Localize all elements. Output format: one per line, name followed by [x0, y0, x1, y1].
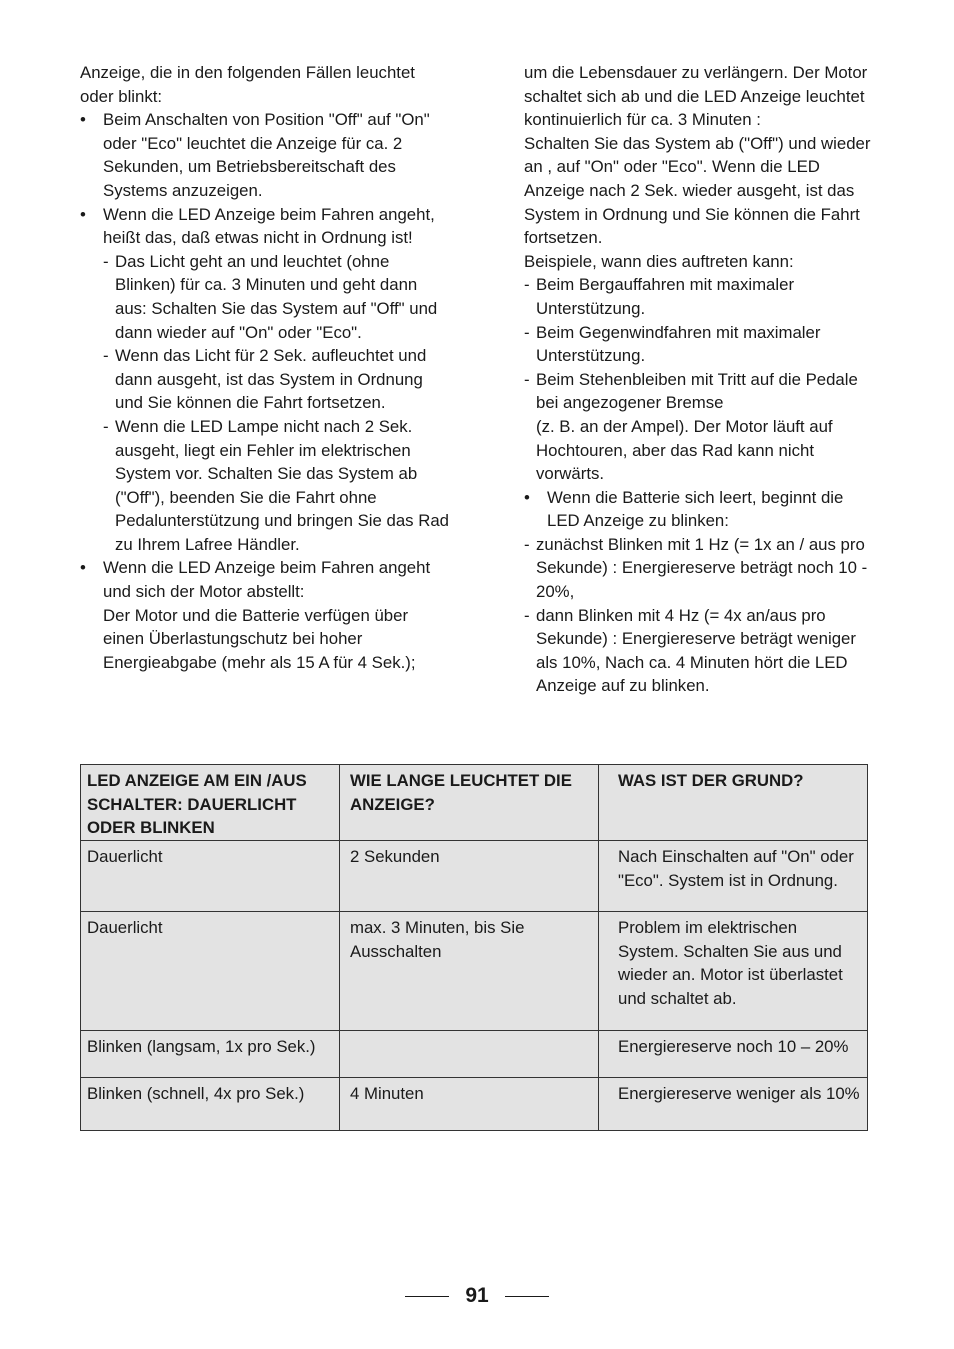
sub-list-item: - Wenn das Licht für 2 Sek. aufleuchtet und dann ausgeht, ist das System in Ordnung und Sie können die Fahrt fortsetzen. — [103, 346, 427, 413]
list-item-continuation: Der Motor und die Batterie verfügen über einen Überlastungschutz bei hoher Energieabgabe (mehr als 15 A für 4 Sek.); — [103, 605, 416, 672]
table-cell: 4 Minuten — [340, 1078, 599, 1131]
led-status-table — [80, 764, 868, 1131]
table-row — [81, 1078, 868, 1131]
intro-text: Anzeige, die in den folgenden Fällen leuchtet oder blinkt: — [80, 63, 415, 106]
table-cell: Dauerlicht — [81, 912, 340, 1031]
paragraph: Schalten Sie das System ab ("Off") und wieder an , auf "On" oder "Eco". Wenn die LED Anzeige nach 2 Sek. wieder ausgeht, ist das System in Ordnung und Sie können die Fahrt fortsetzen. — [524, 133, 871, 248]
sub-list-item: - Wenn die LED Lampe nicht nach 2 Sek. ausgeht, liegt ein Fehler im elektrischen System vor. Schalten Sie das System ab ("Off"), beenden Sie die Fahrt ohne Pedalunterstützung und bringen Sie das Rad zu Ihrem Lafree Händler. — [103, 416, 449, 554]
table-cell: Blinken (schnell, 4x pro Sek.) — [81, 1078, 340, 1131]
table-cell — [340, 1031, 599, 1078]
sub-list-item: - Beim Stehenbleiben mit Tritt auf die Pedale bei angezogener Bremse — [524, 369, 858, 413]
table-row — [81, 1031, 868, 1078]
list-item: • Wenn die LED Anzeige beim Fahren angeht, heißt das, daß etwas nicht in Ordnung ist! — [80, 204, 435, 248]
right-column — [524, 61, 880, 698]
footer-rule — [405, 1296, 449, 1297]
table-cell: 2 Sekunden — [340, 841, 599, 912]
paragraph: um die Lebensdauer zu verlängern. Der Motor schaltet sich ab und die LED Anzeige leuchtet kontinuierlich für ca. 3 Minuten : — [524, 63, 868, 130]
sub-list-item: - Das Licht geht an und leuchtet (ohne Blinken) für ca. 3 Minuten und geht dann aus: Schalten Sie das System auf "Off" und dann wieder auf "On" oder "Eco". — [103, 251, 438, 342]
table-cell: Energiereserve weniger als 10% — [599, 1078, 868, 1131]
column-header: WIE LANGE LEUCHTET DIE ANZEIGE? — [340, 765, 599, 841]
list-item: • Wenn die LED Anzeige beim Fahren angeht und sich der Motor abstellt: — [80, 558, 431, 602]
table-cell: Problem im elektrischen System. Schalten Sie aus und wieder an. Motor ist überlastet und schaltet ab. — [599, 912, 868, 1031]
table-cell: max. 3 Minuten, bis Sie Ausschalten — [340, 912, 599, 1031]
table-cell: Dauerlicht — [81, 841, 340, 912]
footer-rule — [505, 1296, 549, 1297]
paragraph: Beispiele, wann dies auftreten kann: — [524, 251, 794, 271]
sub-list-item: - zunächst Blinken mit 1 Hz (= 1x an / aus pro Sekunde) : Energiereserve beträgt noch 10 - 20%, — [524, 534, 868, 602]
column-header: LED ANZEIGE AM EIN /AUS SCHALTER: DAUERLICHT ODER BLINKEN — [81, 765, 340, 841]
table-row — [81, 912, 868, 1031]
sub-list-item-continuation: (z. B. an der Ampel). Der Motor läuft auf Hochtouren, aber das Rad kann nicht vorwärts. — [536, 416, 833, 484]
table-cell: Blinken (langsam, 1x pro Sek.) — [81, 1031, 340, 1078]
sub-list-item: - Beim Gegenwindfahren mit maximaler Unterstützung. — [524, 322, 821, 366]
table-row — [81, 841, 868, 912]
page-footer — [0, 1284, 954, 1308]
table-cell: Energiereserve noch 10 – 20% — [599, 1031, 868, 1078]
table-header-row — [81, 765, 868, 841]
sub-list-item: - Beim Bergauffahren mit maximaler Unterstützung. — [524, 275, 795, 318]
left-column — [80, 61, 452, 674]
column-header: WAS IST DER GRUND? — [599, 765, 868, 841]
list-item: • Beim Anschalten von Position "Off" auf "On" oder "Eco" leuchtet die Anzeige für ca. 2 Sekunden, um Betriebsbereitschaft des Systems anzuzeigen. — [80, 110, 430, 200]
sub-list-item: - dann Blinken mit 4 Hz (= 4x an/aus pro Sekunde) : Energiereserve beträgt weniger als 10%, Nach ca. 4 Minuten hört die LED Anzeige auf zu blinken. — [524, 605, 856, 696]
page-number: 91 — [465, 1284, 489, 1307]
table-cell: Nach Einschalten auf "On" oder "Eco". System ist in Ordnung. — [599, 841, 868, 912]
list-item: • Wenn die Batterie sich leert, beginnt die LED Anzeige zu blinken: — [524, 487, 844, 531]
